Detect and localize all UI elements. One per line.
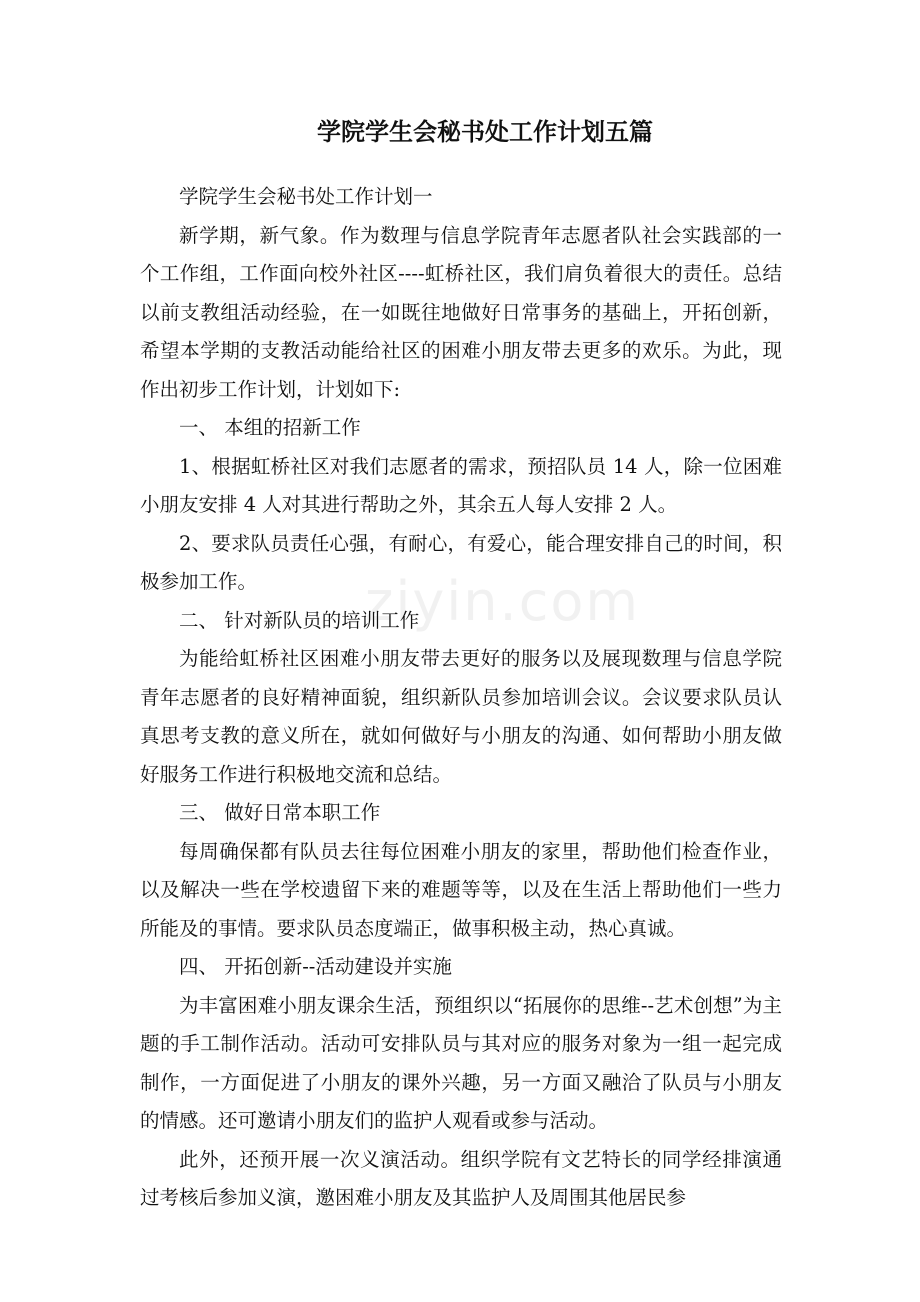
performance-paragraph: 此外，还预开展一次义演活动。组织学院有文艺特长的同学经排演通过考核后参加义演，邀困难小朋友及其监护人及周围其他居民参 [140, 1147, 782, 1209]
document-body [140, 178, 782, 1218]
section-subtitle: 学院学生会秘书处工作计划一 [179, 185, 433, 208]
intro-paragraph: 新学期，新气象。作为数理与信息学院青年志愿者队社会实践部的一个工作组，工作面向校外社区----虹桥社区，我们肩负着很大的责任。总结以前支教组活动经验，在一如既往地做好日常事务的基础上，开拓创新，希望本学期的支教活动能给社区的困难小朋友带去更多的欢乐。为此，现作出初步工作计划，计划如下: [140, 223, 782, 401]
activity-paragraph: 为丰富困难小朋友课余生活，预组织以“拓展你的思维--艺术创想”为主题的手工制作活动。活动可安排队员与其对应的服务对象为一组一起完成制作，一方面促进了小朋友的课外兴趣，另一方面又融洽了队员与小朋友的情感。还可邀请小朋友们的监护人观看或参与活动。 [140, 993, 782, 1132]
section-heading-3: 三、 做好日常本职工作 [179, 801, 381, 824]
daily-work-paragraph: 每周确保都有队员去往每位困难小朋友的家里，帮助他们检查作业，以及解决一些在学校遗留下来的难题等等，以及在生活上帮助他们一些力所能及的事情。要求队员态度端正，做事积极主动，热心真诚。 [140, 839, 782, 940]
paragraph-item-1: 1、根据虹桥社区对我们志愿者的需求，预招队员 14 人，除一位困难小朋友安排 4 人对其进行帮助之外，其余五人每人安排 2 人。 [140, 454, 782, 516]
document-title: 学院学生会秘书处工作计划五篇 [317, 118, 653, 146]
watermark: ziyin.com [365, 570, 641, 633]
section-heading-1: 一、 本组的招新工作 [179, 416, 361, 439]
training-paragraph: 为能给虹桥社区困难小朋友带去更好的服务以及展现数理与信息学院青年志愿者的良好精神面貌，组织新队员参加培训会议。会议要求队员认真思考支教的意义所在，就如何做好与小朋友的沟通、如何帮助小朋友做好服务工作进行积极地交流和总结。 [140, 647, 782, 786]
section-heading-4: 四、 开拓创新--活动建设并实施 [179, 955, 452, 978]
paragraph-item-2: 2、要求队员责任心强，有耐心，有爱心，能合理安排自己的时间，积极参加工作。 [140, 531, 782, 593]
section-heading-2: 二、 针对新队员的培训工作 [179, 608, 420, 632]
